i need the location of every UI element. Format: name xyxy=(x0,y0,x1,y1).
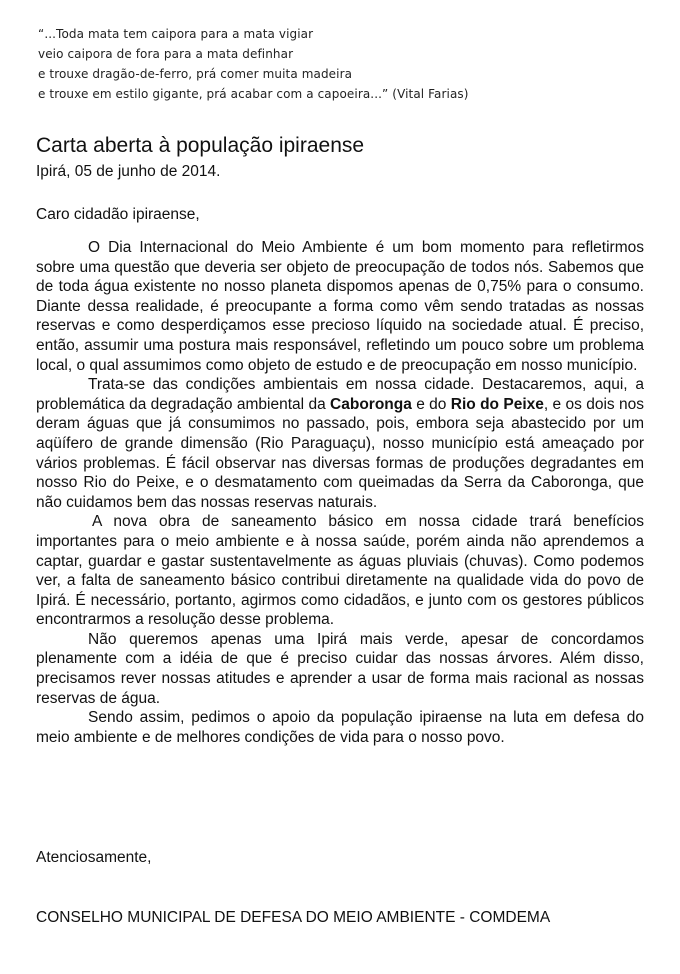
paragraph-3: A nova obra de saneamento básico em nossa cidade trará benefícios importantes para o meio ambiente e à nossa saúde, porém ainda não aprendemos a captar, guardar e gastar sustentavelmente as águas pluviais (chuvas). Como podemos ver, a falta de saneamento básico contribui diretamente na qualidade vida do povo de Ipirá. É necessário, portanto, agirmos como cidadãos, e junto com os gestores públicos encontrarmos a resolução desse problema. xyxy=(36,513,644,629)
paragraph-4: Não queremos apenas uma Ipirá mais verde, apesar de concordamos plenamente com a idéia de que é preciso cuidar das nossas árvores. Além disso, precisamos rever nossas atitudes e aprender a usar de forma mais racional as nossas reservas de água. xyxy=(36,630,644,707)
paragraph-2-text: , e os dois nos deram águas que já consumimos no passado, pois, embora seja abastecido por um aqüífero de grande dimensão (Rio Paraguaçu), nosso município está ameaçado por vários problemas. É fácil observar nas diversas formas de produções degradantes em nosso Rio do Peixe, e o desmatamento com queimadas da Serra da Caboronga, que não cuidamos bem das nossas reservas naturais. xyxy=(36,395,644,511)
salutation: Caro cidadão ipiraense, xyxy=(36,206,200,223)
signature: CONSELHO MUNICIPAL DE DEFESA DO MEIO AMBIENTE - COMDEMA xyxy=(36,909,551,926)
bold-caboronga: Caboronga xyxy=(330,395,412,413)
closing: Atenciosamente, xyxy=(36,849,152,866)
letter-date: Ipirá, 05 de junho de 2014. xyxy=(36,163,221,180)
epigraph-line: “...Toda mata tem caipora para a mata vigiar xyxy=(38,27,314,41)
paragraph-5: Sendo assim, pedimos o apoio da população ipiraense na luta em defesa do meio ambiente e de melhores condições de vida para o nosso povo. xyxy=(36,709,644,746)
letter-title: Carta aberta à população ipiraense xyxy=(36,134,365,157)
paragraph-1: O Dia Internacional do Meio Ambiente é um bom momento para refletirmos sobre uma questão que deveria ser objeto de preocupação de todos nós. Sabemos que de toda água existente no nosso planeta dispomos apenas de 0,75% para o consumo. Diante dessa realidade, é preocupante a forma como vêm sendo tratadas as nossas reservas e como desperdiçamos esse precioso líquido na sociedade atual. É preciso, então, assumir uma postura mais responsável, refletindo um pouco sobre um problema local, o qual assumimos como objeto de estudo e de preocupação em nosso município. xyxy=(36,239,644,374)
paragraph-2-text: Trata-se das condições ambientais em nossa cidade. Destacaremos, aqui, a problemática da degradação ambiental da xyxy=(36,376,644,413)
epigraph-line: e trouxe dragão-de-ferro, prá comer muita madeira xyxy=(38,67,353,81)
epigraph xyxy=(38,24,558,104)
letter-body xyxy=(36,238,644,747)
bold-rio-do-peixe: Rio do Peixe xyxy=(450,395,544,413)
paragraph-2-text: e do xyxy=(411,395,451,413)
paragraph-2 xyxy=(36,375,644,512)
epigraph-line: e trouxe em estilo gigante, prá acabar com a capoeira...” (Vital Farias) xyxy=(38,87,469,101)
epigraph-line: veio caipora de fora para a mata definhar xyxy=(38,47,294,61)
